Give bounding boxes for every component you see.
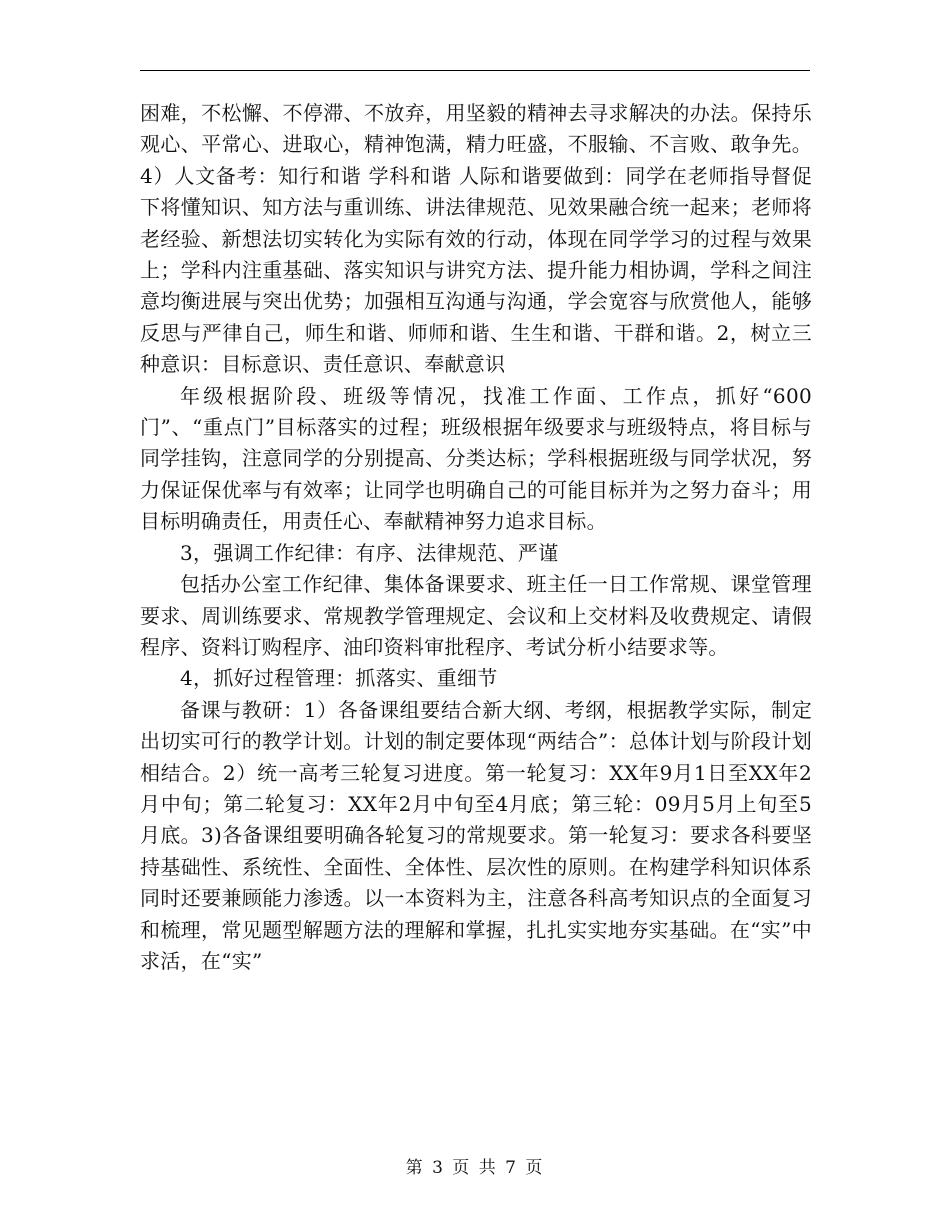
paragraph-discipline: 包括办公室工作纪律、集体备课要求、班主任一日工作常规、课堂管理要求、周训练要求、常规教学管理规定、会议和上交材料及收费规定、请假程序、资料订购程序、油印资料审批程序、考试分析小结要求等。 <box>140 572 812 659</box>
page-number: 第 3 页 共 7 页 <box>405 1158 545 1178</box>
paragraph-lesson-prep: 备课与教研：1）各备课组要结合新大纲、考纲，根据教学实际，制定出切实可行的教学计划。计划的制定要体现“两结合”：总体计划与阶段计划相结合。2）统一高考三轮复习进度。第一轮复习：XX年9月1日至XX年2月中旬；第二轮复习：XX年2月中旬至4月底；第三轮：09月5月上旬至5月底。3)各备课组要明确各轮复习的常规要求。第一轮复习：要求各科要坚持基础性、系统性、全面性、全体性、层次性的原则。在构建学科知识体系同时还要兼顾能力渗透。以一本资料为主，注意各科高考知识点的全面复习和梳理，常见题型解题方法的理解和掌握，扎扎实实地夯实基础。在“实”中求活，在“实” <box>140 697 812 973</box>
section-heading-process: 4，抓好过程管理：抓落实、重细节 <box>180 666 498 691</box>
paragraph-continuation: 困难，不松懈、不停滞、不放弃，用坚毅的精神去寻求解决的办法。保持乐观心、平常心、进取心，精神饱满，精力旺盛，不服输、不言败、敢争先。4）人文备考：知行和谐 学科和谐 人际和谐要做到：同学在老师指导督促下将懂知识、知方法与重训练、讲法律规范、见效果融合统一起来；老师将老经验、新想法切实转化为实际有效的行动，体现在同学学习的过程与效果上；学科内注重基础、落实知识与讲究方法、提升能力相协调，学科之间注意均衡进展与突出优势；加强相互沟通与沟通，学会宽容与欣赏他人，能够反思与严律自己，师生和谐、师师和谐、生生和谐、干群和谐。2，树立三种意识：目标意识、责任意识、奉献意识 <box>140 101 812 377</box>
section-heading-discipline: 3，强调工作纪律：有序、法律规范、严谨 <box>180 540 559 565</box>
document-body <box>140 98 812 977</box>
paragraph-grade-goals: 年级根据阶段、班级等情况，找准工作面、工作点，抓好“600门”、“重点门”目标落实的过程；班级根据年级要求与班级特点，将目标与同学挂钩，注意同学的分别提高、分类达标；学科根据班级与同学状况，努力保证保优率与有效率；让同学也明确自己的可能目标并为之努力奋斗；用目标明确责任，用责任心、奉献精神努力追求目标。 <box>140 383 812 534</box>
header-rule <box>140 70 810 71</box>
page-footer <box>0 1153 950 1178</box>
